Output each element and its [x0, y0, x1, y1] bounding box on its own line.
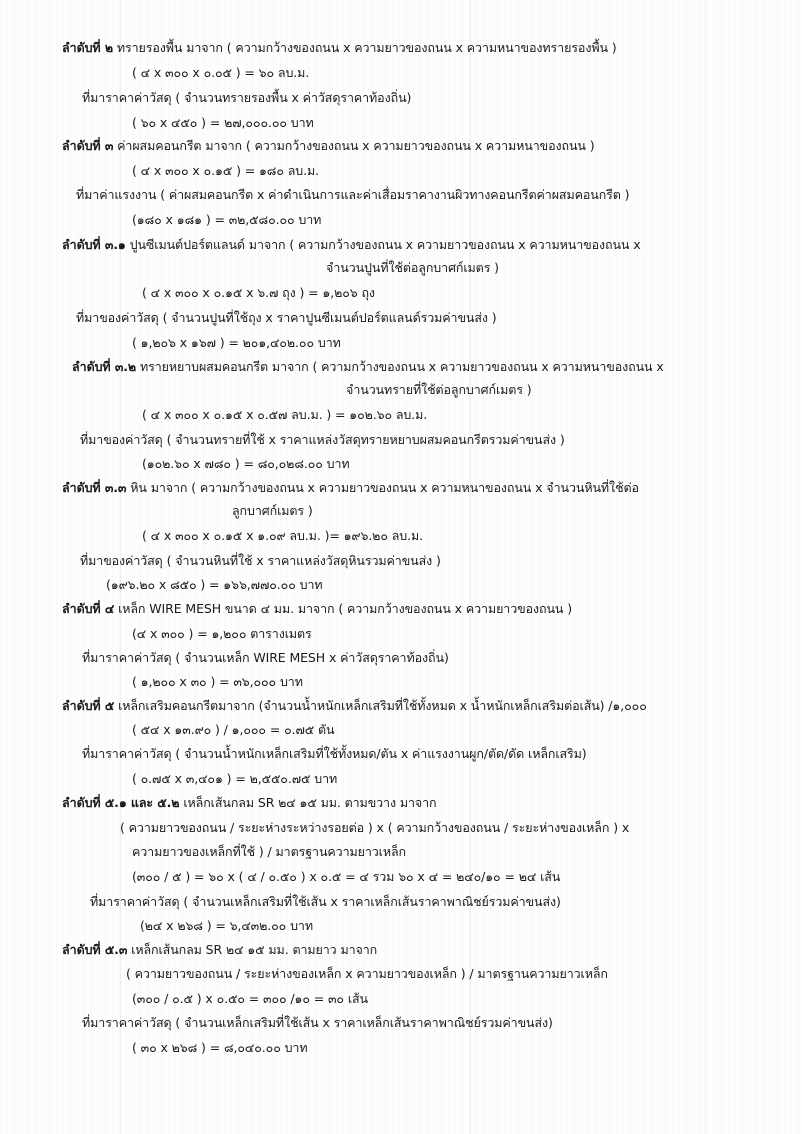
item-formula: ( ความกว้างของถนน x ความยาวของถนน x ความหนาของถนน ): [242, 138, 595, 153]
item-5-1-formula-cont: ความยาวของเหล็กที่ใช้ ) / มาตรฐานความยาวเหล็ก: [132, 844, 407, 859]
item-title: ค่าผสมคอนกรีต มาจาก: [117, 138, 242, 153]
item-3-3-calc: ( ๔ x ๓๐๐ x ๐.๑๕ x ๑.๐๙ ลบ.ม. )= ๑๙๖.๒๐ ลบ.ม.: [142, 528, 424, 543]
item-title: ปูนซีเมนต์ปอร์ตแลนด์ มาจาก: [129, 237, 286, 252]
item-3-calc: ( ๔ x ๓๐๐ x ๐.๑๕ ) = ๑๘๐ ลบ.ม.: [132, 163, 320, 178]
item-title: ทรายรองพื้น มาจาก: [116, 40, 223, 55]
item-title: เหล็กเส้นกลม SR ๒๔ ๑๕ มม. ตามขวาง มาจาก: [183, 795, 437, 810]
item-5-3-calc: (๓๐๐ / ๐.๕ ) x ๐.๕๐ = ๓๐๐ /๑๐ = ๓๐ เส้น: [132, 991, 368, 1006]
item-title: เหล็กเส้นกลม SR ๒๔ ๑๕ มม. ตามยาว มาจาก: [131, 942, 378, 957]
item-formula: ( ความกว้างของถนน x ความยาวของถนน x ความหนาของทรายรองพื้น ): [222, 40, 617, 55]
item-5-3-heading: [62, 942, 377, 958]
item-5-1-price-calc: (๒๔ x ๒๖๘ ) = ๖,๔๓๒.๐๐ บาท: [140, 918, 313, 933]
scan-artifact: [705, 0, 706, 1134]
item-title: หิน มาจาก: [130, 480, 188, 495]
item-label: ลำดับที่ ๕.๑ และ ๕.๒: [62, 795, 180, 810]
item-3-1-price-calc: ( ๑,๒๐๖ x ๑๖๗ ) = ๒๐๑,๔๐๒.๐๐ บาท: [132, 335, 341, 350]
item-5-1-heading: [62, 795, 437, 811]
item-label: ลำดับที่ ๓.๒: [72, 359, 137, 374]
item-3-3-price-calc: (๑๙๖.๒๐ x ๘๕๐ ) = ๑๖๖,๗๗๐.๐๐ บาท: [106, 577, 323, 592]
item-3-1-price-desc: ที่มาของค่าวัสดุ ( จำนวนปูนที่ใช้ถุง x ราคาปูนซีเมนต์ปอร์ตแลนด์รวมค่าขนส่ง ): [76, 310, 497, 325]
item-2-heading: [62, 40, 617, 56]
item-3-1-calc: ( ๔ x ๓๐๐ x ๐.๑๕ x ๖.๗ ถุง ) = ๑,๒๐๖ ถุง: [142, 285, 375, 300]
item-2-price-desc: ที่มาราคาค่าวัสดุ ( จำนวนทรายรองพื้น x ค่าวัสดุราคาท้องถิ่น): [82, 90, 412, 105]
item-title: ทรายหยาบผสมคอนกรีต มาจาก: [139, 359, 309, 374]
item-3-2-heading: [72, 359, 664, 375]
item-5-heading: [62, 698, 647, 714]
item-3-3-price-desc: ที่มาของค่าวัสดุ ( จำนวนหินที่ใช้ x ราคาแหล่งวัสดุหินรวมค่าขนส่ง ): [80, 553, 441, 568]
item-2-price-calc: ( ๖๐ x ๔๕๐ ) = ๒๗,๐๐๐.๐๐ บาท: [132, 115, 314, 130]
item-5-3-price-calc: ( ๓๐ x ๒๖๘ ) = ๘,๐๔๐.๐๐ บาท: [132, 1040, 308, 1055]
item-4-price-calc: ( ๑,๒๐๐ x ๓๐ ) = ๓๖,๐๐๐ บาท: [132, 674, 303, 689]
item-label: ลำดับที่ ๓: [62, 138, 114, 153]
item-formula: ( ความกว้างของถนน x ความยาวของถนน x ความหนาของถนน x: [308, 359, 664, 374]
item-5-calc: ( ๕๔ x ๑๓.๙๐ ) / ๑,๐๐๐ = ๐.๗๕ ตัน: [132, 722, 335, 737]
item-3-heading: [62, 138, 595, 154]
item-3-2-price-calc: (๑๐๒.๖๐ x ๗๘๐ ) = ๘๐,๐๒๘.๐๐ บาท: [142, 456, 350, 471]
item-label: ลำดับที่ ๕: [62, 698, 115, 713]
item-5-price-calc: ( ๐.๗๕ x ๓,๔๐๑ ) = ๒,๕๕๐.๗๕ บาท: [132, 771, 338, 786]
item-label: ลำดับที่ ๓.๑: [62, 237, 126, 252]
item-3-price-calc: (๑๘๐ x ๑๘๑ ) = ๓๒,๕๘๐.๐๐ บาท: [132, 212, 322, 227]
item-3-1-formula-cont: จำนวนปูนที่ใช้ต่อลูกบาศก์เมตร ): [326, 260, 499, 275]
item-2-calc: ( ๔ x ๓๐๐ x ๐.๐๕ ) = ๖๐ ลบ.ม.: [132, 65, 310, 80]
item-label: ลำดับที่ ๔: [62, 601, 115, 616]
item-4-heading: [62, 601, 572, 617]
scan-artifact: [470, 0, 471, 1134]
item-3-1-heading: [62, 237, 641, 253]
item-formula: ( ความกว้างของถนน x ความยาวของถนน x ความหนาของถนน x จำนวนหินที่ใช้ต่อ: [187, 480, 639, 495]
item-5-1-formula: ( ความยาวของถนน / ระยะห่างระหว่างรอยต่อ ) x ( ความกว้างของถนน / ระยะห่างของเหล็ก ) x: [120, 820, 630, 835]
item-3-2-calc: ( ๔ x ๓๐๐ x ๐.๑๕ x ๐.๕๗ ลบ.ม. ) = ๑๐๒.๖๐ ลบ.ม.: [142, 407, 428, 422]
item-3-2-formula-cont: จำนวนทรายที่ใช้ต่อลูกบาศก์เมตร ): [346, 382, 532, 397]
item-title: เหล็ก WIRE MESH ขนาด ๔ มม. มาจาก: [118, 601, 335, 616]
item-5-price-desc: ที่มาราคาค่าวัสดุ ( จำนวนน้ำหนักเหล็กเสริมที่ใช้ทั้งหมด/ตัน x ค่าแรงงานผูก/ตัด/ดัด เหล็กเสริม): [82, 746, 587, 761]
item-3-2-price-desc: ที่มาของค่าวัสดุ ( จำนวนทรายที่ใช้ x ราคาแหล่งวัสดุทรายหยาบผสมคอนกรีตรวมค่าขนส่ง ): [80, 432, 565, 447]
item-4-price-desc: ที่มาราคาค่าวัสดุ ( จำนวนเหล็ก WIRE MESH x ค่าวัสดุราคาท้องถิ่น): [82, 650, 449, 665]
item-label: ลำดับที่ ๓.๓: [62, 480, 127, 495]
item-4-calc: (๔ x ๓๐๐ ) = ๑,๒๐๐ ตารางเมตร: [132, 626, 312, 641]
item-title: เหล็กเสริมคอนกรีตมาจาก: [118, 698, 255, 713]
item-5-3-formula: ( ความยาวของถนน / ระยะห่างของเหล็ก x ความยาวของเหล็ก ) / มาตรฐานความยาวเหล็ก: [126, 966, 608, 981]
item-formula: ( ความกว้างของถนน x ความยาวของถนน ): [334, 601, 573, 616]
item-label: ลำดับที่ ๒: [62, 40, 113, 55]
item-5-3-price-desc: ที่มาราคาค่าวัสดุ ( จำนวนเหล็กเสริมที่ใช้เส้น x ราคาเหล็กเส้นราคาพาณิชย์รวมค่าขนส่ง): [82, 1015, 553, 1030]
item-label: ลำดับที่ ๕.๓: [62, 942, 128, 957]
item-5-1-calc: (๓๐๐ / ๕ ) = ๖๐ x ( ๔ / ๐.๕๐ ) x ๐.๕ = ๔ รวม ๖๐ x ๔ = ๒๔๐/๑๐ = ๒๔ เส้น: [132, 869, 561, 884]
item-3-3-formula-cont: ลูกบาศก์เมตร ): [232, 503, 313, 518]
item-3-3-heading: [62, 480, 639, 496]
item-formula: (จำนวนน้ำหนักเหล็กเสริมที่ใช้ทั้งหมด x น้ำหนักเหล็กเสริมต่อเส้น) /๑,๐๐๐: [254, 698, 647, 713]
item-formula: ( ความกว้างของถนน x ความยาวของถนน x ความหนาของถนน x: [285, 237, 641, 252]
item-3-price-desc: ที่มาค่าแรงงาน ( ค่าผสมคอนกรีต x ค่าดำเนินการและค่าเสื่อมราคางานผิวทางคอนกรีตค่าผสมคอนกรีต ): [76, 187, 630, 202]
item-5-1-price-desc: ที่มาราคาค่าวัสดุ ( จำนวนเหล็กเสริมที่ใช้เส้น x ราคาเหล็กเส้นราคาพาณิชย์รวมค่าขนส่ง): [90, 894, 561, 909]
